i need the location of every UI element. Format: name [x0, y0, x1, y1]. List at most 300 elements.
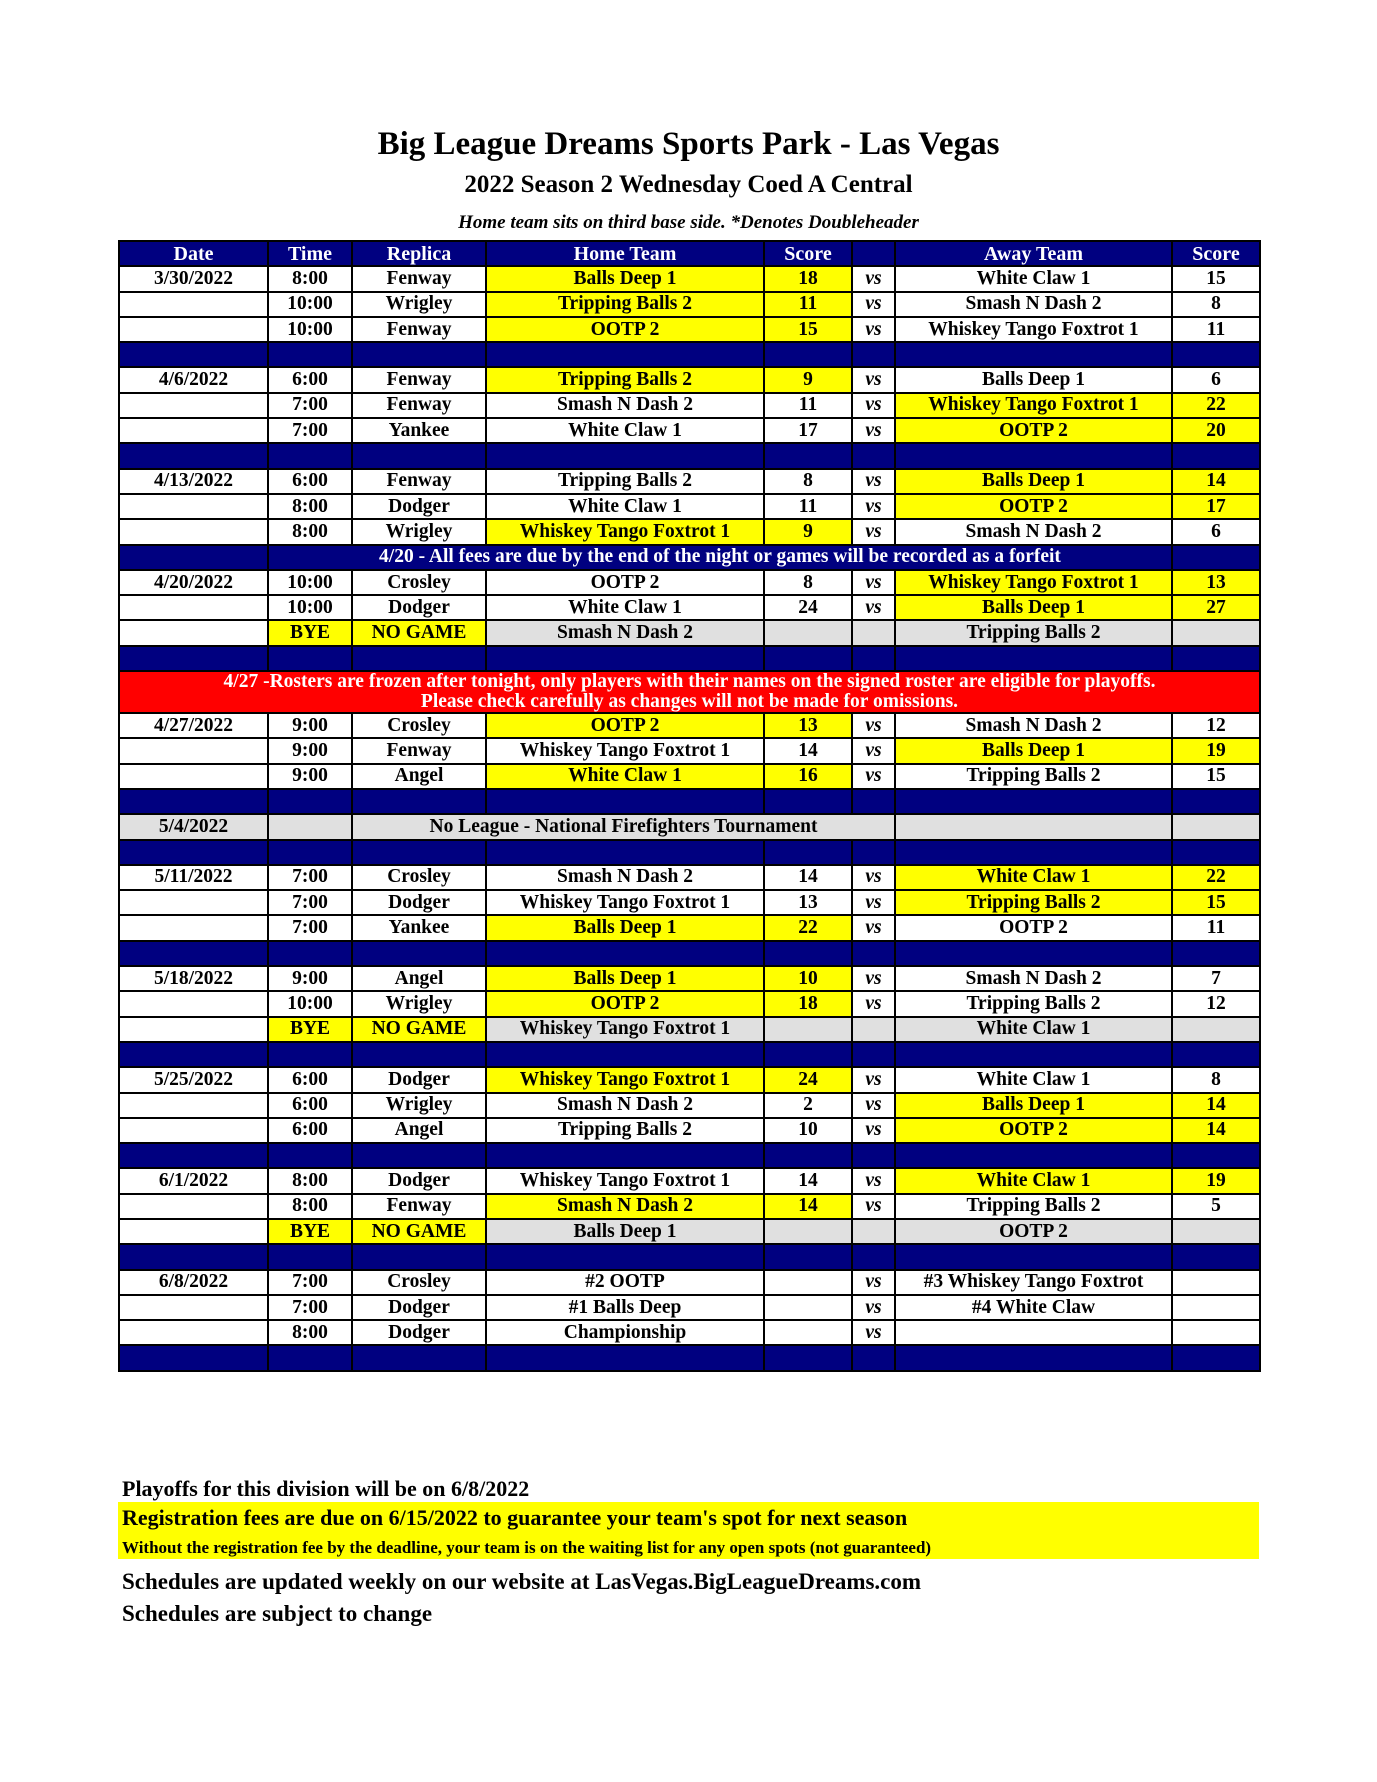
away-team: OOTP 2 — [895, 1118, 1172, 1143]
game-time: 7:00 — [268, 915, 352, 940]
vs-cell — [852, 1219, 895, 1244]
away-team — [895, 1320, 1172, 1345]
home-score — [764, 1295, 852, 1320]
field-name: Angel — [352, 764, 486, 789]
game-date — [119, 1320, 268, 1345]
game-row — [119, 1295, 1260, 1320]
home-team: Whiskey Tango Foxtrot 1 — [486, 519, 764, 544]
separator-cell — [268, 443, 352, 468]
game-date: 6/8/2022 — [119, 1270, 268, 1295]
game-time: 10:00 — [268, 317, 352, 342]
field-name: Dodger — [352, 1168, 486, 1193]
page-subtitle: 2022 Season 2 Wednesday Coed A Central — [464, 171, 913, 198]
schedule-table — [118, 240, 1261, 1372]
separator-cell — [119, 789, 268, 814]
vs-cell — [895, 814, 1172, 839]
away-score: 11 — [1172, 317, 1260, 342]
bye-team-away: White Claw 1 — [895, 1017, 1172, 1042]
game-time: 7:00 — [268, 418, 352, 443]
home-team: #1 Balls Deep — [486, 1295, 764, 1320]
away-score: 20 — [1172, 418, 1260, 443]
game-date — [119, 620, 268, 645]
game-date — [119, 738, 268, 763]
away-team: OOTP 2 — [895, 494, 1172, 519]
separator-cell — [486, 1042, 764, 1067]
notice-cell — [1172, 545, 1260, 570]
away-score: 11 — [1172, 915, 1260, 940]
separator-cell — [119, 1143, 268, 1168]
field-name: Fenway — [352, 367, 486, 392]
away-team: OOTP 2 — [895, 418, 1172, 443]
away-score: 15 — [1172, 266, 1260, 291]
home-team: Championship — [486, 1320, 764, 1345]
separator-cell — [352, 646, 486, 671]
separator-cell — [268, 941, 352, 966]
change-note: Schedules are subject to change — [122, 1601, 433, 1626]
bye-row — [119, 620, 1260, 645]
separator-cell — [268, 646, 352, 671]
game-row — [119, 713, 1260, 738]
game-row — [119, 418, 1260, 443]
game-row — [119, 966, 1260, 991]
separator-row — [119, 1042, 1260, 1067]
home-team: Balls Deep 1 — [486, 966, 764, 991]
roster-alert-line-1: 4/27 -Rosters are frozen after tonight, only players with their names on the signed roster are eligible for playoffs. — [223, 671, 1156, 693]
home-team: Tripping Balls 2 — [486, 1118, 764, 1143]
separator-cell — [852, 1345, 895, 1370]
field-name: Dodger — [352, 494, 486, 519]
home-score: 9 — [764, 519, 852, 544]
vs-label: vs — [852, 595, 895, 620]
away-team: Smash N Dash 2 — [895, 292, 1172, 317]
game-time: 7:00 — [268, 890, 352, 915]
vs-label: vs — [852, 519, 895, 544]
separator-cell — [1172, 1345, 1260, 1370]
game-date — [119, 1017, 268, 1042]
away-team: Whiskey Tango Foxtrot 1 — [895, 317, 1172, 342]
home-team: White Claw 1 — [486, 418, 764, 443]
home-team: Balls Deep 1 — [486, 915, 764, 940]
game-time: 8:00 — [268, 1320, 352, 1345]
page-note: Home team sits on third base side. *Denotes Doubleheader — [458, 212, 919, 233]
game-row — [119, 1093, 1260, 1118]
separator-cell — [268, 1244, 352, 1269]
away-score: 5 — [1172, 1194, 1260, 1219]
home-team: #2 OOTP — [486, 1270, 764, 1295]
column-header-home-score: Score — [764, 241, 852, 266]
game-time: 7:00 — [268, 393, 352, 418]
page-title: Big League Dreams Sports Park - Las Vegas — [377, 126, 1000, 162]
separator-row — [119, 1244, 1260, 1269]
separator-cell — [852, 941, 895, 966]
game-date: 5/4/2022 — [119, 814, 268, 839]
vs-label: vs — [852, 915, 895, 940]
separator-row — [119, 443, 1260, 468]
vs-label: vs — [852, 317, 895, 342]
vs-cell — [852, 620, 895, 645]
separator-cell — [852, 646, 895, 671]
game-row — [119, 738, 1260, 763]
bye-team-home: Smash N Dash 2 — [486, 620, 764, 645]
vs-cell — [852, 1017, 895, 1042]
vs-label: vs — [852, 764, 895, 789]
field-name: Fenway — [352, 393, 486, 418]
separator-cell — [764, 1244, 852, 1269]
vs-label: vs — [852, 1118, 895, 1143]
game-row — [119, 915, 1260, 940]
game-time: 6:00 — [268, 469, 352, 494]
vs-label: vs — [852, 991, 895, 1016]
field-name: Crosley — [352, 1270, 486, 1295]
separator-cell — [119, 1345, 268, 1370]
field-name: Dodger — [352, 1295, 486, 1320]
home-team: Tripping Balls 2 — [486, 469, 764, 494]
home-score: 17 — [764, 418, 852, 443]
separator-row — [119, 941, 1260, 966]
away-team: Smash N Dash 2 — [895, 966, 1172, 991]
away-team: Tripping Balls 2 — [895, 890, 1172, 915]
home-team: OOTP 2 — [486, 317, 764, 342]
home-team: Smash N Dash 2 — [486, 865, 764, 890]
away-team: Balls Deep 1 — [895, 738, 1172, 763]
vs-label: vs — [852, 738, 895, 763]
game-date: 5/11/2022 — [119, 865, 268, 890]
game-date — [119, 1295, 268, 1320]
game-row — [119, 1320, 1260, 1345]
separator-row — [119, 342, 1260, 367]
home-team: Whiskey Tango Foxtrot 1 — [486, 738, 764, 763]
game-row — [119, 266, 1260, 291]
separator-cell — [895, 443, 1172, 468]
game-time: 6:00 — [268, 1067, 352, 1092]
field-name: Fenway — [352, 266, 486, 291]
away-team: Tripping Balls 2 — [895, 1194, 1172, 1219]
game-date — [119, 292, 268, 317]
field-name: Wrigley — [352, 519, 486, 544]
game-date — [119, 494, 268, 519]
bye-team-home: Whiskey Tango Foxtrot 1 — [486, 1017, 764, 1042]
separator-cell — [895, 1244, 1172, 1269]
vs-label: vs — [852, 1067, 895, 1092]
game-time: 8:00 — [268, 1168, 352, 1193]
game-time: 8:00 — [268, 1194, 352, 1219]
field-name: Wrigley — [352, 1093, 486, 1118]
no-league-row — [119, 814, 1260, 839]
game-row — [119, 865, 1260, 890]
away-team: Smash N Dash 2 — [895, 519, 1172, 544]
home-team: Balls Deep 1 — [486, 266, 764, 291]
separator-cell — [352, 342, 486, 367]
away-team: White Claw 1 — [895, 1067, 1172, 1092]
home-score — [764, 1320, 852, 1345]
home-team: Tripping Balls 2 — [486, 292, 764, 317]
separator-cell — [486, 1244, 764, 1269]
home-team: Tripping Balls 2 — [486, 367, 764, 392]
separator-cell — [764, 1143, 852, 1168]
away-score: 15 — [1172, 890, 1260, 915]
home-score: 15 — [764, 317, 852, 342]
home-score: 16 — [764, 764, 852, 789]
vs-label: vs — [852, 418, 895, 443]
separator-cell — [119, 646, 268, 671]
roster-alert-row — [119, 671, 1260, 713]
separator-cell — [852, 789, 895, 814]
vs-label: vs — [852, 266, 895, 291]
roster-alert — [119, 671, 1260, 713]
away-score — [1172, 1219, 1260, 1244]
separator-cell — [852, 1042, 895, 1067]
bye-label: BYE — [268, 1017, 352, 1042]
separator-cell — [352, 941, 486, 966]
away-team: Tripping Balls 2 — [895, 764, 1172, 789]
away-team — [1172, 814, 1260, 839]
separator-cell — [1172, 443, 1260, 468]
column-header-date: Date — [119, 241, 268, 266]
away-score — [1172, 1270, 1260, 1295]
bye-team-away: OOTP 2 — [895, 1219, 1172, 1244]
away-score: 6 — [1172, 519, 1260, 544]
field-name: Wrigley — [352, 292, 486, 317]
vs-label: vs — [852, 393, 895, 418]
game-date — [119, 317, 268, 342]
roster-alert-line-2: Please check carefully as changes will not be made for omissions. — [420, 691, 959, 713]
vs-label: vs — [852, 713, 895, 738]
separator-row — [119, 1345, 1260, 1370]
game-date — [119, 991, 268, 1016]
separator-cell — [486, 443, 764, 468]
game-date — [119, 1093, 268, 1118]
field-name: Dodger — [352, 1320, 486, 1345]
away-score: 14 — [1172, 469, 1260, 494]
away-score: 17 — [1172, 494, 1260, 519]
game-time: 8:00 — [268, 494, 352, 519]
home-score: 18 — [764, 991, 852, 1016]
home-team: Whiskey Tango Foxtrot 1 — [486, 1067, 764, 1092]
separator-cell — [119, 1244, 268, 1269]
home-score — [764, 1270, 852, 1295]
game-time: 7:00 — [268, 1270, 352, 1295]
separator-cell — [764, 646, 852, 671]
registration-subnote: Without the registration fee by the deadline, your team is on the waiting list for any open spots (not guaranteed) — [122, 1538, 932, 1557]
game-time: 8:00 — [268, 266, 352, 291]
game-date: 4/13/2022 — [119, 469, 268, 494]
game-date — [119, 1118, 268, 1143]
home-score: 11 — [764, 393, 852, 418]
separator-cell — [852, 840, 895, 865]
game-time: 9:00 — [268, 764, 352, 789]
separator-cell — [486, 1143, 764, 1168]
home-team: Smash N Dash 2 — [486, 1194, 764, 1219]
away-score — [1172, 1295, 1260, 1320]
home-score: 24 — [764, 595, 852, 620]
bye-label: BYE — [268, 620, 352, 645]
away-score: 15 — [1172, 764, 1260, 789]
home-score: 14 — [764, 738, 852, 763]
home-score: 13 — [764, 713, 852, 738]
separator-cell — [352, 840, 486, 865]
field-name: Dodger — [352, 890, 486, 915]
separator-cell — [352, 443, 486, 468]
home-score — [764, 1017, 852, 1042]
home-score: 10 — [764, 1118, 852, 1143]
bye-team-home: Balls Deep 1 — [486, 1219, 764, 1244]
game-row — [119, 1118, 1260, 1143]
home-score: 9 — [764, 367, 852, 392]
field-name: Wrigley — [352, 991, 486, 1016]
vs-label: vs — [852, 570, 895, 595]
separator-cell — [895, 941, 1172, 966]
time-cell — [268, 814, 352, 839]
separator-cell — [486, 840, 764, 865]
away-team: White Claw 1 — [895, 865, 1172, 890]
game-row — [119, 519, 1260, 544]
separator-cell — [268, 840, 352, 865]
separator-cell — [1172, 941, 1260, 966]
column-header-away-team: Away Team — [895, 241, 1172, 266]
game-time: 9:00 — [268, 713, 352, 738]
vs-label: vs — [852, 292, 895, 317]
away-team: Whiskey Tango Foxtrot 1 — [895, 393, 1172, 418]
home-score: 18 — [764, 266, 852, 291]
separator-cell — [895, 1143, 1172, 1168]
game-date: 5/25/2022 — [119, 1067, 268, 1092]
game-time: 7:00 — [268, 865, 352, 890]
field-name: Fenway — [352, 1194, 486, 1219]
field-name: Angel — [352, 966, 486, 991]
away-team: Balls Deep 1 — [895, 1093, 1172, 1118]
game-date: 6/1/2022 — [119, 1168, 268, 1193]
no-game-label: NO GAME — [352, 1219, 486, 1244]
separator-cell — [486, 646, 764, 671]
vs-label: vs — [852, 966, 895, 991]
field-name: Dodger — [352, 595, 486, 620]
vs-label: vs — [852, 1168, 895, 1193]
separator-cell — [1172, 1042, 1260, 1067]
game-time: 9:00 — [268, 966, 352, 991]
separator-cell — [268, 1042, 352, 1067]
home-score: 8 — [764, 570, 852, 595]
field-name: Crosley — [352, 570, 486, 595]
field-name: Yankee — [352, 915, 486, 940]
away-team: Tripping Balls 2 — [895, 991, 1172, 1016]
no-league-text: No League - National Firefighters Tournament — [352, 814, 895, 839]
separator-cell — [764, 1042, 852, 1067]
separator-row — [119, 646, 1260, 671]
home-score: 10 — [764, 966, 852, 991]
separator-cell — [486, 1345, 764, 1370]
away-score: 14 — [1172, 1093, 1260, 1118]
home-score: 24 — [764, 1067, 852, 1092]
separator-cell — [1172, 342, 1260, 367]
vs-label: vs — [852, 1270, 895, 1295]
away-score: 8 — [1172, 1067, 1260, 1092]
game-row — [119, 1194, 1260, 1219]
home-team: Whiskey Tango Foxtrot 1 — [486, 1168, 764, 1193]
vs-label: vs — [852, 1093, 895, 1118]
away-score: 14 — [1172, 1118, 1260, 1143]
separator-cell — [764, 789, 852, 814]
game-row — [119, 1067, 1260, 1092]
game-date — [119, 519, 268, 544]
away-score: 22 — [1172, 393, 1260, 418]
away-team: Whiskey Tango Foxtrot 1 — [895, 570, 1172, 595]
playoffs-note: Playoffs for this division will be on 6/8/2022 — [122, 1476, 530, 1501]
separator-cell — [486, 941, 764, 966]
home-score: 14 — [764, 1168, 852, 1193]
column-header-replica: Replica — [352, 241, 486, 266]
away-team: OOTP 2 — [895, 915, 1172, 940]
separator-cell — [852, 1143, 895, 1168]
separator-cell — [486, 789, 764, 814]
field-name: Fenway — [352, 469, 486, 494]
separator-cell — [895, 789, 1172, 814]
column-header-time: Time — [268, 241, 352, 266]
bye-label: BYE — [268, 1219, 352, 1244]
separator-cell — [852, 443, 895, 468]
home-score: 14 — [764, 1194, 852, 1219]
away-score: 19 — [1172, 738, 1260, 763]
game-date — [119, 418, 268, 443]
game-row — [119, 317, 1260, 342]
home-score: 2 — [764, 1093, 852, 1118]
field-name: Crosley — [352, 865, 486, 890]
vs-label: vs — [852, 367, 895, 392]
away-score — [1172, 1320, 1260, 1345]
game-row — [119, 595, 1260, 620]
home-team: OOTP 2 — [486, 991, 764, 1016]
separator-cell — [1172, 1143, 1260, 1168]
game-row — [119, 991, 1260, 1016]
field-name: Crosley — [352, 713, 486, 738]
separator-cell — [119, 443, 268, 468]
game-row — [119, 890, 1260, 915]
home-team: White Claw 1 — [486, 764, 764, 789]
home-score: 11 — [764, 494, 852, 519]
away-score: 13 — [1172, 570, 1260, 595]
home-team: White Claw 1 — [486, 595, 764, 620]
separator-row — [119, 840, 1260, 865]
separator-cell — [764, 941, 852, 966]
bye-row — [119, 1017, 1260, 1042]
game-time: 8:00 — [268, 519, 352, 544]
away-team: #3 Whiskey Tango Foxtrot — [895, 1270, 1172, 1295]
away-team: Balls Deep 1 — [895, 595, 1172, 620]
field-name: Fenway — [352, 738, 486, 763]
away-score — [1172, 1017, 1260, 1042]
separator-cell — [1172, 1244, 1260, 1269]
away-team: #4 White Claw — [895, 1295, 1172, 1320]
away-team: Balls Deep 1 — [895, 367, 1172, 392]
home-team: White Claw 1 — [486, 494, 764, 519]
away-score: 22 — [1172, 865, 1260, 890]
home-score — [764, 1219, 852, 1244]
website-note: Schedules are updated weekly on our website at LasVegas.BigLeagueDreams.com — [122, 1569, 922, 1594]
away-team: White Claw 1 — [895, 1168, 1172, 1193]
notice-text: 4/20 - All fees are due by the end of the night or games will be recorded as a forfeit — [268, 545, 1172, 570]
separator-cell — [268, 342, 352, 367]
separator-cell — [352, 1143, 486, 1168]
separator-cell — [119, 840, 268, 865]
game-row — [119, 1168, 1260, 1193]
separator-cell — [764, 342, 852, 367]
field-name: Dodger — [352, 1067, 486, 1092]
game-time: 10:00 — [268, 570, 352, 595]
game-row — [119, 469, 1260, 494]
column-header-away-score: Score — [1172, 241, 1260, 266]
no-game-label: NO GAME — [352, 1017, 486, 1042]
game-row — [119, 393, 1260, 418]
game-date: 4/20/2022 — [119, 570, 268, 595]
